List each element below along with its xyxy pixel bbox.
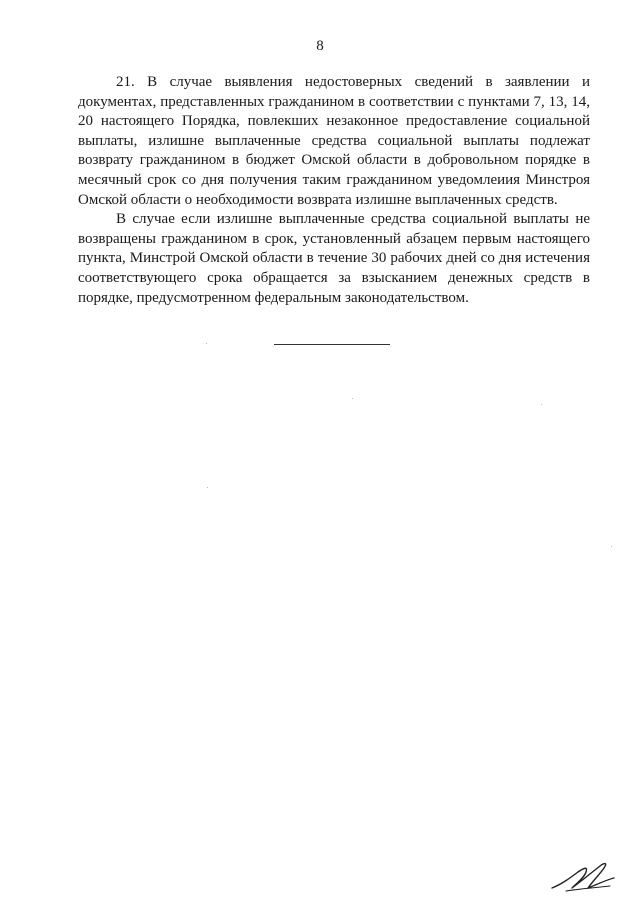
paragraph-21: 21. В случае выявления недостоверных сведений в заявлении и документах, представленных гражданином в соответствии с пунктами 7, 13, 14, 20 настоящего Порядка, повлекших незаконное предоставление социальной выплаты, излишне выплаченные средства социальной выплаты подлежат возврату гражданином в бюджет Омской области в добровольном порядке в месячный срок со дня получения таким гражданином уведомлеиия Минстроя Омской области о необходимости возврата излишне выплаченных средств. xyxy=(78,74,590,208)
scan-speck xyxy=(352,398,353,399)
section-separator-line xyxy=(274,344,390,345)
initials-signature-icon xyxy=(548,858,618,894)
document-body xyxy=(78,73,590,308)
scan-speck xyxy=(207,487,208,488)
scan-speck xyxy=(541,404,542,405)
page-number: 8 xyxy=(316,38,324,54)
scan-speck xyxy=(611,546,612,547)
paragraph-continuation: В случае если излишне выплаченные средства социальной выплаты не возвращены гражданином в срок, установленный абзацем первым настоящего пункта, Минстрой Омской области в течение 30 рабочих дней со дня истечения соответствующего срока обращается за взысканием денежных средств в порядке, предусмотренном федеральным законодательством. xyxy=(78,211,590,306)
scan-speck xyxy=(206,343,207,344)
